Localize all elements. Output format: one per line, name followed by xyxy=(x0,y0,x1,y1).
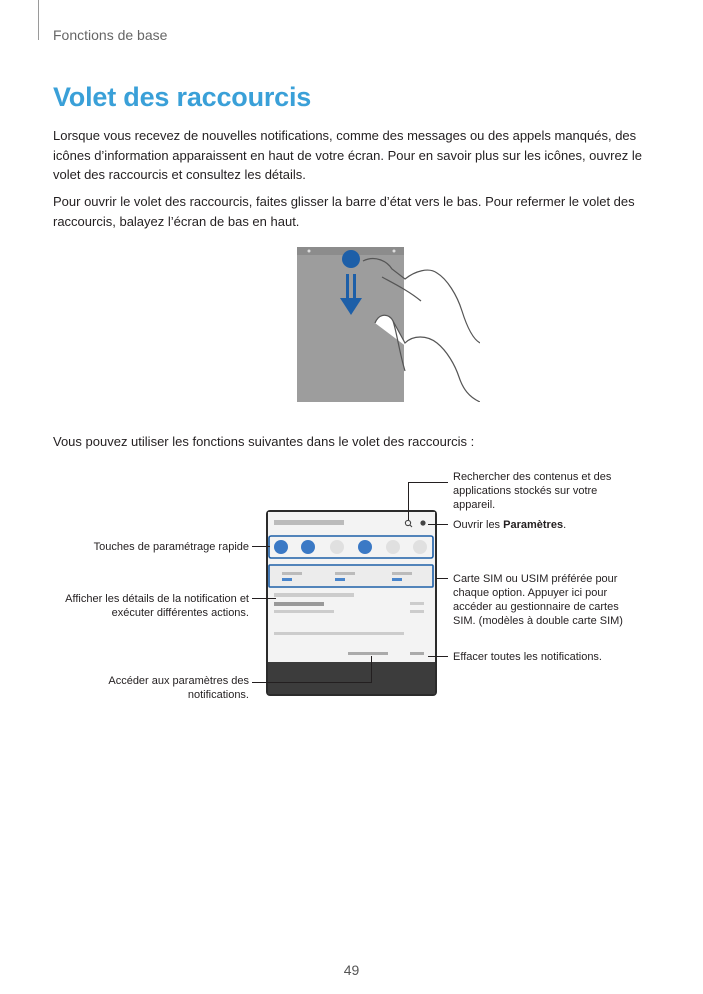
margin-rule xyxy=(38,0,39,40)
arrow-dash-1 xyxy=(346,274,349,298)
callout-notification-details: Afficher les détails de la notification et exécuter différentes actions. xyxy=(65,593,249,619)
sim-selector-area xyxy=(268,566,435,586)
page-number: 49 xyxy=(343,962,360,978)
callout-quick-settings: Touches de paramétrage rapide xyxy=(93,541,249,553)
arrow-dash-2 xyxy=(353,274,356,298)
callout-sim: Carte SIM ou USIM préférée pour chaque option. Appuyer ici pour accéder au gestionnaire de cartes SIM. (modèles à double carte SIM) xyxy=(453,573,623,627)
callout-settings: Ouvrir les Paramètres. xyxy=(453,519,567,531)
rotation-toggle-icon xyxy=(358,540,372,554)
flashlight-toggle-icon xyxy=(413,540,427,554)
quick-panel-screenshot xyxy=(260,480,460,710)
gear-icon xyxy=(420,520,425,525)
open-close-paragraph: Pour ouvrir le volet des raccourcis, faites glisser la barre d’état vers le bas. Pour refermer le volet des raccourcis, balayez l’écran de bas en haut. xyxy=(53,194,635,229)
section-title: Volet des raccourcis xyxy=(53,82,312,112)
wifi-toggle-icon xyxy=(274,540,288,554)
notification-card xyxy=(274,593,354,597)
features-intro: Vous pouvez utiliser les fonctions suivantes dans le volet des raccourcis : xyxy=(53,434,475,449)
airplane-toggle-icon xyxy=(386,540,400,554)
callout-notification-settings: Accéder aux paramètres des notifications. xyxy=(108,675,249,701)
touch-point-icon xyxy=(342,250,360,268)
callout-clear-all: Effacer toutes les notifications. xyxy=(453,651,602,663)
running-header: Fonctions de base xyxy=(53,27,168,43)
callout-search: Rechercher des contenus et des applications stockés sur votre appareil. xyxy=(453,471,612,511)
notification-settings-link xyxy=(348,652,388,655)
notification-card-2 xyxy=(274,632,404,635)
intro-paragraph: Lorsque vous recevez de nouvelles notifications, comme des messages ou des appels manqués, des icônes d’information apparaissent en haut de votre écran. Pour en savoir plus sur les icônes, ouvrez le volet des raccourcis et consultez les détails. xyxy=(53,128,642,182)
swipe-down-illustration xyxy=(297,247,480,402)
bluetooth-toggle-icon xyxy=(330,540,344,554)
sound-toggle-icon xyxy=(301,540,315,554)
clear-all-link xyxy=(410,652,424,655)
